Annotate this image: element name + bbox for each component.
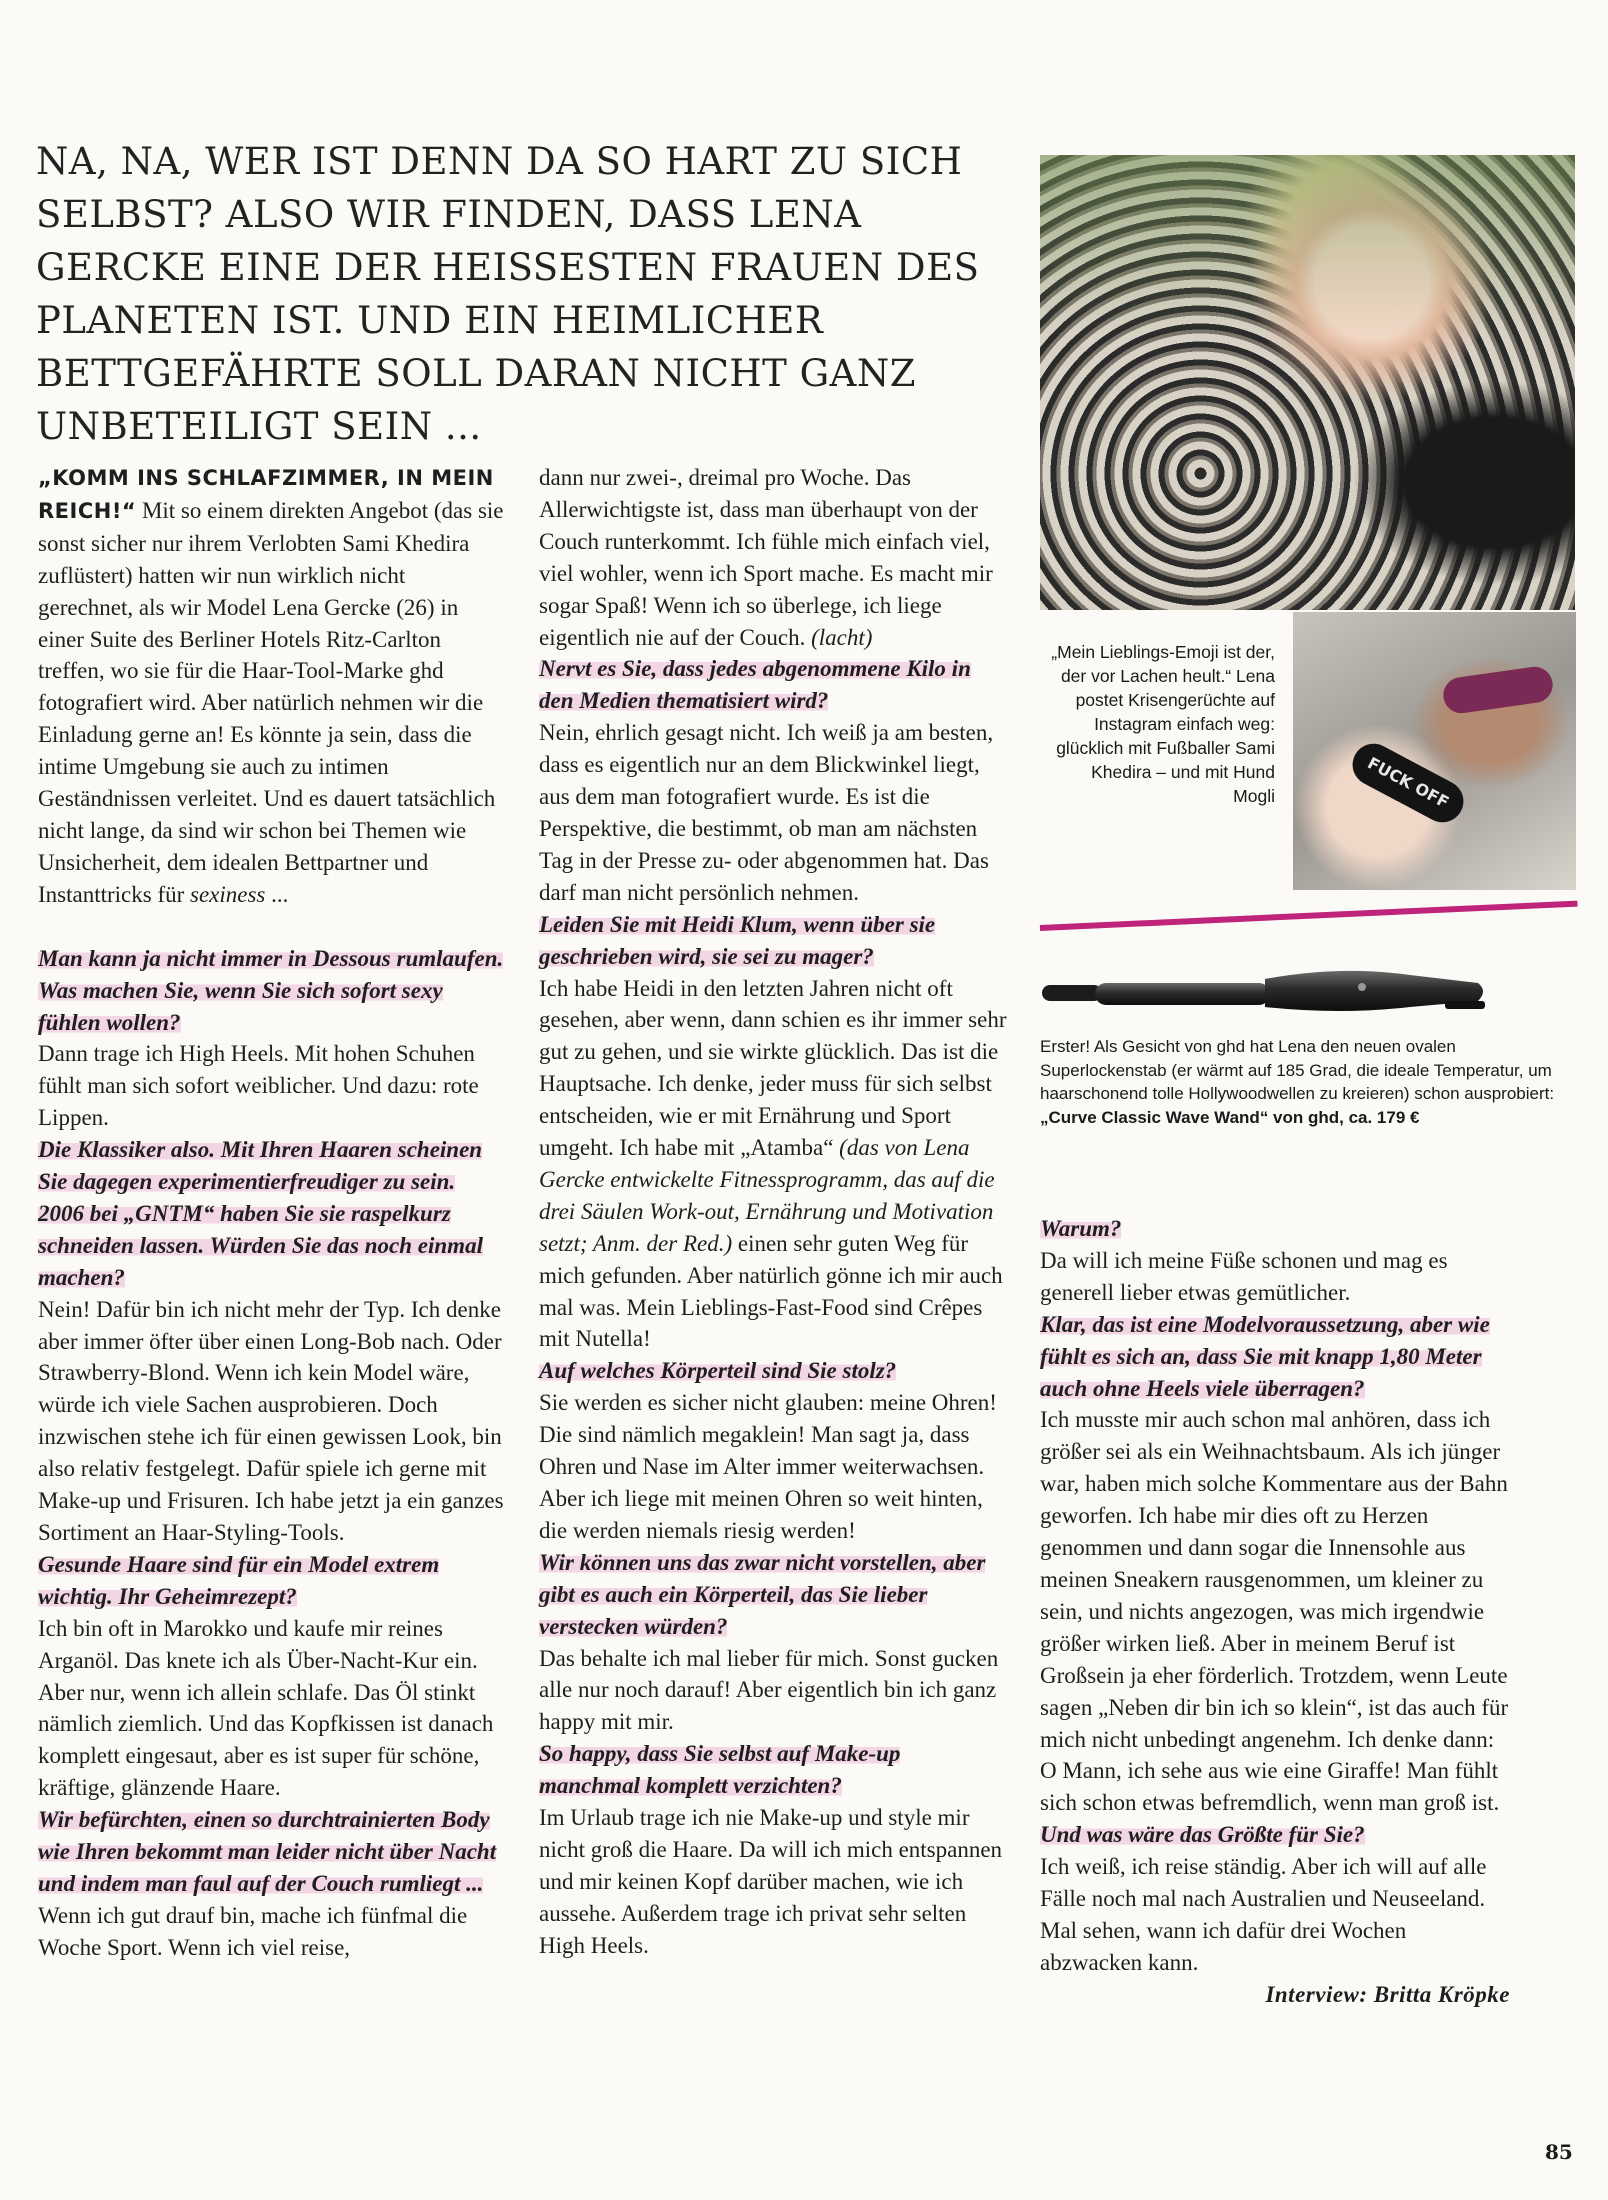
answer: Wenn ich gut drauf bin, mache ich fünfmal die Woche Sport. Wenn ich viel reise, (38, 1902, 468, 1960)
sleep-mask-pink (1441, 665, 1555, 716)
question: Auf welches Körperteil sind Sie stolz? (539, 1358, 897, 1384)
question: Man kann ja nicht immer in Dessous rumlaufen. Was machen Sie, wenn Sie sich sofort sexy fühlen wollen? (38, 945, 504, 1035)
answer: Ich habe Heidi in den letzten Jahren nicht oft gesehen, aber wenn, dann schien es ihr immer sehr gut zu gehen, und sie wirkte glücklich. Das ist die Hauptsache. Ich denke, jeder muss für sich selbst entscheiden, wie er mit Ernährung und Sport umgeht. Ich habe mit „Atamba“ (das von Lena Gercke entwickelte Fitnessprogramm, das auf die drei Säulen Work-out, Ernährung und Motivation setzt; Anm. der Red.) einen sehr guten Weg für mich gefunden. Aber natürlich gönne ich mir auch mal was. Mein Lieblings-Fast-Food sind Crêpes mit Nutella! (539, 975, 1007, 1352)
question: Wir können uns das zwar nicht vorstellen, aber gibt es auch ein Körperteil, das Sie lieber verstecken würden? (539, 1549, 986, 1639)
lead-paragraph (38, 462, 506, 911)
question: So happy, dass Sie selbst auf Make-up manchmal komplett verzichten? (539, 1741, 901, 1799)
product-caption: Erster! Als Gesicht von ghd hat Lena den neuen ovalen Superlockenstab (er wärmt auf 185 Grad, die ideale Temperatur, um haarschonend tolle Hollywoodwellen zu kreieren) schon ausprobiert: „Curve Classic Wave Wand“ von ghd, ca. 179 € (1040, 1037, 1555, 1127)
answer: Da will ich meine Füße schonen und mag es generell lieber etwas gemütlicher. (1040, 1247, 1448, 1305)
answer: Im Urlaub trage ich nie Make-up und style mir nicht groß die Haare. Da will ich mich entspannen und mir keinen Kopf darüber machen, wie ich aussehe. Außerdem trage ich privat sehr selten High Heels. (539, 1805, 1003, 1958)
headline: NA, NA, WER IST DENN DA SO HART ZU SICH SELBST? ALSO WIR FINDEN, DASS LENA GERCKE EINE DER HEISSESTEN FRAUEN DES PLANETEN IST. UND EIN HEIMLICHER BETTGEFÄHRTE SOLL DARAN NICHT GANZ UNBETEILIGT SEIN ... (36, 140, 980, 448)
answer: Dann trage ich High Heels. Mit hohen Schuhen fühlt man sich sofort weiblicher. Und dazu: rote Lippen. (38, 1041, 479, 1131)
question: Und was wäre das Größte für Sie? (1040, 1822, 1365, 1848)
question: Warum? (1040, 1216, 1122, 1241)
pink-divider (1040, 901, 1578, 931)
question: Leiden Sie mit Heidi Klum, wenn über sie geschrieben wird, sie sei zu mager? (539, 911, 936, 969)
answer: Nein! Dafür bin ich nicht mehr der Typ. Ich denke aber immer öfter über einen Long-Bob nach. Oder Strawberry-Blond. Wenn ich kein Model wäre, würde ich viele Sachen ausprobieren. Doch inzwischen stehe ich für einen gewissen Look, bin also relativ festgelegt. Dafür spiele ich gerne mit Make-up und Frisuren. Ich habe jetzt ja ein ganzes Sortiment an Haar-Styling-Tools. (38, 1296, 504, 1545)
question: Wir befürchten, einen so durchtrainierten Body wie Ihren bekommt man leider nicht über Nacht und indem man faul auf der Couch rumliegt ... (38, 1807, 497, 1896)
answer: Nein, ehrlich gesagt nicht. Ich weiß ja am besten, dass es eigentlich nur an dem Blickwinkel liegt, aus dem man fotografiert wurde. Es ist die Perspektive, die bestimmt, ob man am nächsten Tag in der Presse zu- oder abgenommen hat. Das darf man nicht persönlich nehmen. (539, 720, 994, 905)
page-number: 85 (1545, 2140, 1573, 2164)
question: Die Klassiker also. Mit Ihren Haaren scheinen Sie dagegen experimentierfreudiger zu sein. 2006 bei „GNTM“ haben Sie sie raspelkurz schneiden lassen. Würden Sie das noch einmal machen? (38, 1137, 483, 1290)
answer: Ich bin oft in Marokko und kaufe mir reines Arganöl. Das knete ich als Über-Nacht-Kur ein. Aber nur, wenn ich allein schlafe. Das Öl stinkt nämlich ziemlich. Und das Kopfkissen ist danach komplett eingesaut, aber es ist super für schöne, kräftige, glänzende Haare. (38, 1615, 494, 1801)
question: Nervt es Sie, dass jedes abgenommene Kilo in den Medien thematisiert wird? (539, 656, 971, 714)
question: Gesunde Haare sind für ein Model extrem wichtig. Ihr Geheimrezept? (38, 1551, 440, 1609)
lead-text: Mit so einem direkten Angebot (das sie sonst sicher nur ihrem Verlobten Sami Khedira zuflüstert) hatten wir nun wirklich nicht gerechnet, als wir Model Lena Gercke (26) in einer Suite des Berliner Hotels Ritz-Carlton treffen, wo sie für die Haar-Tool-Marke ghd fotografiert wird. Aber natürlich nehmen wir die Einladung gerne an! Es könnte ja sein, dass die intime Umgebung sie auch zu intimen Geständnissen verleitet. Und es dauert tatsächlich nicht lange, da sind wir schon bei Themen wie Unsicherheit, dem idealen Bettpartner und Instanttricks für (38, 497, 504, 907)
sleep-mask-black: FUCK OFF (1345, 736, 1471, 829)
column-3 (1040, 1213, 1510, 2011)
answer: Sie werden es sicher nicht glauben: meine Ohren! Die sind nämlich megaklein! Man sagt ja, dass Ohren und Nase im Alter immer weiterwachsen. Aber ich liege mit meinen Ohren so weit hinten, die werden niemals riesig werden! (539, 1390, 997, 1543)
answer: Ich musste mir auch schon mal anhören, dass ich größer sei als ein Weihnachtsbaum. Als ich jünger war, haben mich solche Kommentare aus der Bahn geworfen. Ich habe mir dies oft zu Herzen genommen und dann sogar die Innensohle aus meinen Sneakern rausgenommen, um kleiner zu sein, und nichts angezogen, was mich irgendwie größer wirken ließ. Aber in meinem Beruf ist Großsein ja eher förderlich. Trotzdem, wenn Leute sagen „Neben dir bin ich so klein“, ist das auch für mich nicht unbedingt angenehm. Ich denke dann: O Mann, ich sehe aus wie eine Giraffe! Man fühlt sich schon etwas befremdlich, wenn man groß ist. (1040, 1407, 1509, 1816)
answer: Ich weiß, ich reise ständig. Aber ich will auf alle Fälle noch mal nach Australien und Neuseeland. Mal sehen, wann ich dafür drei Wochen abzwacken kann. (1040, 1854, 1487, 1975)
photo-caption: „Mein Lieblings-Emoji ist der, der vor Lachen heult.“ Lena postet Krisengerüchte auf Instagram einfach weg: glücklich mit Fußballer Sami Khedira – und mit Hund Mogli (1051, 642, 1275, 806)
column-2 (539, 462, 1007, 1962)
lead-italic: sexiness (190, 881, 266, 907)
column-1 (38, 462, 506, 1964)
curling-wand-image (1040, 957, 1490, 1047)
answer: Das behalte ich mal lieber für mich. Sonst gucken alle nur noch darauf! Aber eigentlich bin ich ganz happy mit mir. (539, 1645, 999, 1735)
lead-caps: „KOMM INS SCHLAFZIMMER, IN MEIN REICH!“ (38, 466, 494, 523)
lena-portrait-photo (1040, 155, 1575, 610)
couple-selfie-photo (1293, 612, 1576, 890)
question: Klar, das ist eine Modelvoraussetzung, aber wie fühlt es sich an, dass Sie mit knapp 1,80 Meter auch ohne Heels viele überragen? (1040, 1311, 1490, 1401)
answer: dann nur zwei-, dreimal pro Woche. Das Allerwichtigste ist, dass man überhaupt von der Couch runterkommt. Ich fühle mich einfach viel, viel wohler, wenn ich Sport mache. Es macht mir sogar Spaß! Wenn ich so überlege, ich liege eigentlich nie auf der Couch. (lacht) (539, 465, 993, 650)
lead-end: ... (265, 881, 289, 907)
byline: Interview: Britta Kröpke (1265, 1981, 1510, 2007)
